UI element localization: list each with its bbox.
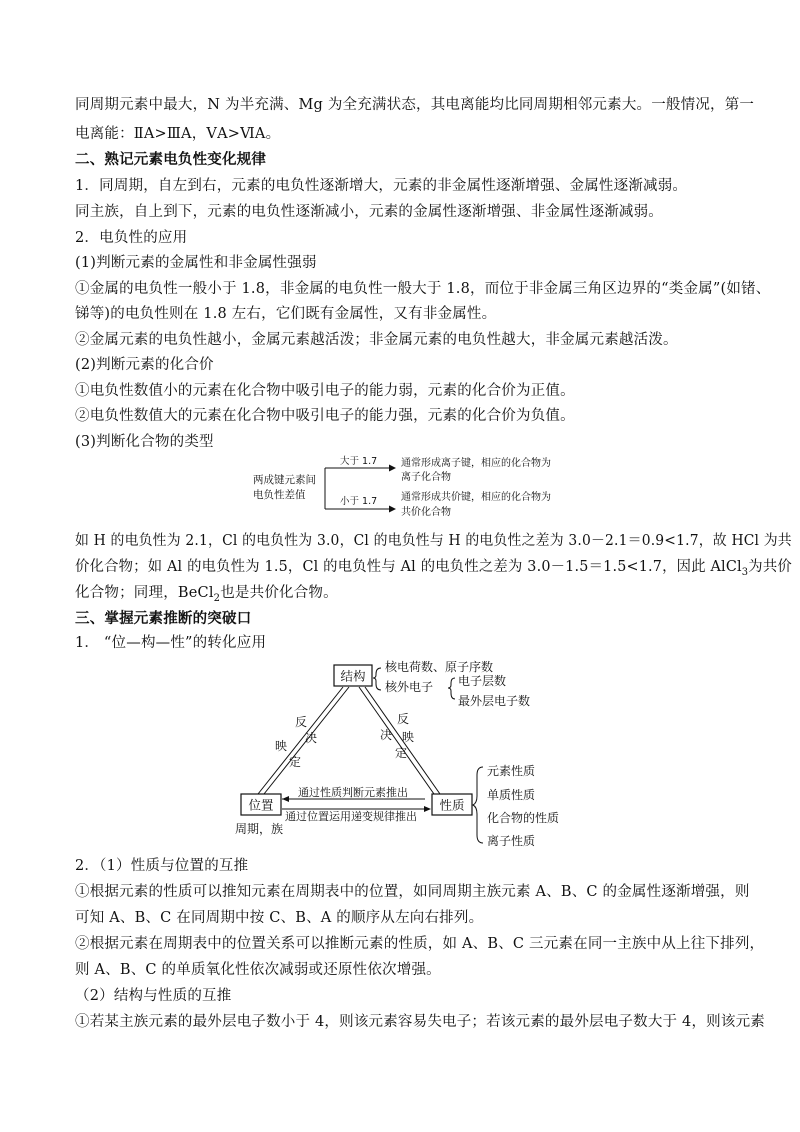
text-line [75,583,338,609]
left-side-char: 映 [275,739,288,753]
text-line: 电离能：ⅡA>ⅢA，ⅤA>ⅥA。 [75,126,281,142]
property-item: 化合物的性质 [487,811,560,825]
text-fragment: 价化合物；如 Al 的电负性为 1.5，Cl 的电负性与 Al 的电负性之差为 3.0－1.5＝1.5<1.7，因此 AlCl [75,559,742,575]
property-item: 元素性质 [487,764,536,778]
right-side-char: 决 [380,728,393,742]
left-side-char: 定 [289,755,302,769]
text-line: 1． “位—构—性”的转化应用 [75,635,267,651]
structure-item-1: 核电荷数、原子序数 [385,660,494,674]
right-side-char: 映 [402,730,415,744]
text-line: 则 A、B、C 的单质氧化性依次减弱或还原性依次增强。 [75,962,441,978]
text-line: 同周期元素中最大，N 为半充满、Mg 为全充满状态，其电离能均比同周期相邻元素大。一般情况，第一 [75,97,755,113]
arrow-bottom-label: 通过位置运用递变规律推出 [285,810,417,823]
lower-result-2: 共价化合物 [401,507,451,518]
position-structure-property-diagram [225,655,585,855]
subscript: 2 [213,592,221,604]
lower-arrow-head [389,506,396,513]
property-item: 离子性质 [487,834,536,848]
right-side-char: 反 [397,712,410,726]
structure-label: 结构 [340,668,366,684]
section-heading: 二、熟记元素电负性变化规律 [75,152,267,168]
structure-sub-2: 最外层电子数 [458,694,531,708]
diagram-left-label-2: 电负性差值 [253,489,306,501]
subscript: 3 [741,566,749,578]
text-line: (3)判断化合物的类型 [75,434,214,450]
position-note: 周期，族 [235,822,284,836]
upper-arrow-head [389,465,396,472]
text-line: (1)判断元素的金属性和非金属性强弱 [75,255,317,271]
text-line: ②金属元素的电负性越小，金属元素越活泼；非金属元素的电负性越大，非金属元素越活泼。 [75,332,678,348]
arrow-to-property-head [424,806,431,812]
text-fragment: 也是共价化合物。 [220,585,338,601]
text-line: ①电负性数值小的元素在化合物中吸引电子的能力弱，元素的化合价为正值。 [75,383,575,399]
text-line: ①金属的电负性一般小于 1.8，非金属的电负性一般大于 1.8，而位于非金属三角区边界的“类金属”(如锗、 [75,281,771,297]
text-line: ①若某主族元素的最外层电子数小于 4，则该元素容易失电子；若该元素的最外层电子数大于 4，则该元素 [75,1014,765,1030]
text-line: （2）结构与性质的互推 [75,988,232,1004]
lower-result-1: 通常形成共价键，相应的化合物为 [401,492,551,503]
text-fragment: 化合物；同理，BeCl [75,585,214,601]
property-label: 性质 [439,797,465,813]
text-line: 2．电负性的应用 [75,230,188,246]
position-label: 位置 [248,797,274,813]
electron-brace [448,678,455,699]
diagram-left-label-1: 两成键元素间 [253,474,316,486]
upper-threshold-label: 大于 1.7 [340,456,378,467]
left-side-char: 决 [305,731,318,745]
left-double-line [258,687,343,794]
left-side-char: 反 [295,715,308,729]
lower-threshold-label: 小于 1.7 [340,496,378,507]
structure-brace [373,668,381,690]
text-line: 1．同周期，自左到右，元素的电负性逐渐增大，元素的非金属性逐渐增强、金属性逐渐减弱。 [75,178,688,194]
text-line: (2)判断元素的化合价 [75,357,214,373]
arrow-to-position-head [282,796,289,802]
text-line: ②根据元素在周期表中的位置关系可以推断元素的性质，如 A、B、C 三元素在同一主族中从上往下排列， [75,936,765,952]
arrow-top-label: 通过性质判断元素推出 [298,786,408,799]
structure-item-2: 核外电子 [385,680,434,694]
right-double-line [359,687,434,794]
text-line: 同主族，自上到下，元素的电负性逐渐减小，元素的金属性逐渐增强、非金属性逐渐减弱。 [75,204,663,220]
text-fragment: 为共价 [748,559,792,575]
text-line: ①根据元素的性质可以推知元素在周期表中的位置，如同周期主族元素 A、B、C 的金属性逐渐增强，则 [75,884,750,900]
text-line: 锑等)的电负性则在 1.8 左右，它们既有金属性，又有非金属性。 [75,306,497,322]
upper-result-1: 通常形成离子键，相应的化合物为 [401,458,551,469]
upper-result-2: 离子化合物 [401,472,451,483]
text-line: ②电负性数值大的元素在化合物中吸引电子的能力强，元素的化合价为负值。 [75,408,575,424]
text-line: 2．（1）性质与位置的互推 [75,858,249,874]
property-brace [473,767,483,843]
text-line: 如 H 的电负性为 2.1，Cl 的电负性为 3.0，Cl 的电负性与 H 的电负性之差为 3.0－2.1＝0.9<1.7，故 HCl 为共 [75,533,792,549]
text-line [75,557,792,583]
electronegativity-diagram [245,452,585,522]
structure-sub-1: 电子层数 [458,674,507,688]
text-line: 可知 A、B、C 在同周期中按 C、B、A 的顺序从左向右排列。 [75,910,484,926]
right-side-char: 定 [395,746,408,760]
property-item: 单质性质 [487,788,536,802]
section-heading: 三、掌握元素推断的突破口 [75,611,252,627]
